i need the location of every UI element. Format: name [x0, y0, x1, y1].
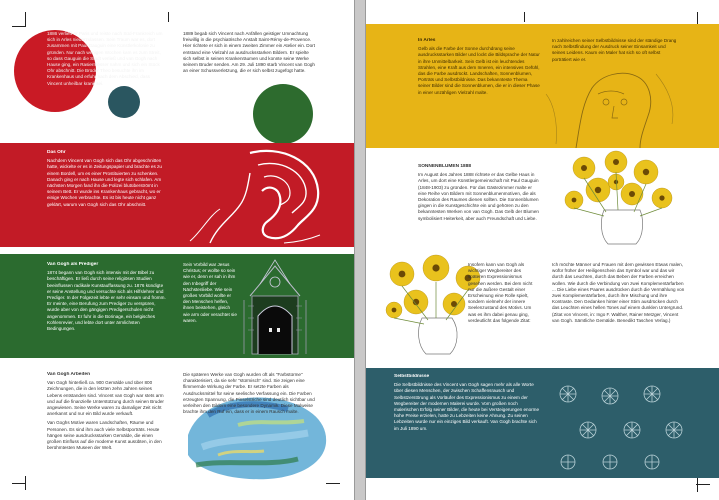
- intro-paragraph: 1886 verließ er Paris und reiste nach Süd-Frankreich um sich in Arles niederzulassen. Sein Traum war es, dort zusammen mit Paul Gauguin eine Künstlerkolonie zu gründen. Nur nach wenigen Wochen kam es zum Streit, so dass Gauguin die Stadt verließ und van Gogh nach Hause ging, ein Rasiermesser nahm und sich ein Stück Ohr abschnitt. Die Brüder Theo besuchte ihn im Krankenhaus und erfuhr nach dem Abschied, dass Vincent unheilbar krank sei.: [47, 31, 163, 86]
- preacher-quote-paragraph: Sein Vorbild war Jesus Christus; er wollte so sein wie er, denn er sah in ihm den Inbegriff der Nächstenliebe. Wie sein großes Vorbild wollte er den Menschen helfen, ihnen beistehen, gleich wie arm oder verachtet sie waren.: [183, 262, 237, 323]
- crop-mark: [25, 476, 26, 490]
- ear-text: [47, 150, 167, 244]
- preacher-paragraph: 1874 begann van Gogh sich intensiv mit der Bibel zu beschäftigen. Er ließ durch seine religiösen Studien beeinflussen radikale Kunstauffassung zu. 1876 kündigte er seine Anstellung und versuchte sich als Hilfslehrer und Prediger. In der Folgezeit lebte er sehr einsam und fromm. Er meinte, eine Berufung zum Prediger zu verspüren, wurde aber von den gängigen Predigerschulen nicht angenommen. Er fuhr in die Borinage, ein belgisches Kohlenrevier, und lebte dort unter ärmlichsten Bedingungen.: [47, 270, 166, 332]
- crop-mark: [12, 26, 26, 27]
- arles-text-col1: [418, 38, 540, 146]
- crop-mark: [12, 483, 26, 484]
- self-portrait-text: [394, 374, 540, 474]
- works-text-col2: [183, 372, 321, 432]
- ear-heading: Das Ohr: [47, 150, 66, 155]
- colour-text-col1: [468, 262, 538, 358]
- preacher-quote: [183, 262, 237, 356]
- colour-paragraph: Insofern kann van Gogh als wichtiger Wegbereiter des späteren Expressionismus gesehen werden. Bei dem nicht nur die äußere Gestalt einer Erscheinung eine Rolle spielt, sondern vielmehr der innere Seelenzustand des Motivs. Um was es ihm dabei genau ging, verdeutlicht das folgende Zitat:: [468, 262, 533, 323]
- self-portrait-sketch-icon: [536, 64, 696, 148]
- intro-text-col2: [183, 31, 318, 101]
- sunflowers-text: [418, 164, 540, 254]
- works-paragraph: Van Goghs Motive waren Landschaften, Räume und Personen. Es sind ihm auch viele Selbstporträts. Heute hängen seine ausdrucksstarken Gemälde, die einen großen Einfluss auf die moderne Kunst ausübten, in den berühmtesten Museen der Welt.: [47, 420, 162, 451]
- works-paragraph: Die späteren Werke van Gogh wurden oft als "Farbstürme" charakterisiert, da sie sehr "stürmisch" sind. Sie zeigen eine flimmernde Wirkung der Farbe. Er setzte Farben als Ausdrucksmittel für seine seelische Verfassung ein. Die Farben erzeugten Spannung, die Pinselstriche sind deutlich sichtbar und verleihen den Bildern eine besondere Dynamik. Diese Malweise brachte ihm den Ruf ein, dass er in einem Rausch malte.: [183, 372, 315, 415]
- ear-section: [0, 143, 354, 247]
- intro-text-col1: [47, 31, 163, 101]
- crop-mark: [168, 12, 169, 22]
- colour-text-col2: [552, 262, 686, 358]
- works-heading: Van Gogh Arbeiten: [47, 372, 90, 377]
- arles-heading: In Arles: [418, 38, 436, 43]
- sunflowers-paragraph: Im August des Jahres 1888 richtete er das Gelbe Haus in Arles, um dort eine Künstlergemeinschaft mit Paul Gauguin (1848-1903) zu gründen. Für das Gästezimmer malte er eine Reihe von Bildern mit Sonnenblumenmotiven, die als Dekoration des Raumes dienen sollten. Die Sonnenblumen gingen in die Kunstgeschichte ein und gehören zu den bekanntesten Werken von van Gogh. Das Gelb der Blumen symbolisiert Heiterkeit, aber auch Freundschaft und Liebe.: [418, 172, 539, 221]
- ear-drawing-icon: [180, 145, 330, 245]
- colour-quote-paragraph: Ich möchte Männer und Frauen mit dem gewissen Etwas malen, wofür früher der Heiligenschein das Symbol war und das wir durch das Leuchten, durch das Beben der Farben erreichen wollen. Wie durch die Verbindung von zwei Komplementärfarben ... Die Liebe eines Paares ausdrücken durch die Vermählung von zwei Komplementärfarben, durch ihre Mischung und ihre Kontraste. Den Gedanken hinter einer Stirn ausdrücken durch das Leuchten eines hellen Tones auf einem dunklen Untergrund. (Zitat von Vincent, in: Ingo F. Walther, Rainer Metzger, Vincent van Gogh. Sämtliche Gemälde. Benedikt Taschen Verlag.): [552, 262, 685, 323]
- flower-sketch-pattern-icon: [548, 374, 698, 474]
- arles-paragraph: Gelb als die Farbe der Sonne durchdrang seine ausdrucksstarken Bilder und lockt die Bildsprache der Natur in ihre Unmittelbarkeit. Sein Gelb ist ein leuchtendes Strahlen, eine Kraft aus dem Inneren, ein intensives Gefühl, das die Farbe ausdrückt. Landschaften, Sonnenblumen, Porträts und Selbstbildnisse. Das bekannteste Thema seiner Bilder sind die Sonnenblumen, die er in dieser Phase in einer unzähligen Vielzahl malte.: [418, 46, 540, 95]
- crop-mark: [697, 478, 698, 492]
- arles-section: [366, 24, 719, 148]
- ear-paragraph: Nachdem Vincent van Gogh sich das Ohr abgeschnitten hatte, wickelte er es in Zeitungspapier und brachte es zu einem Bordell, um es einer Prostituierten zu schenken. Danach ging er nach Hause und legte sich schlafen. Am nächsten Morgen fand ihn die Polizei blutüberströmt in seinem Bett. Er wurde ins Krankenhaus gebracht, wo er einige Wochen verbrachte. Es ist bis heute nicht ganz geklärt, warum van Gogh sich das Ohr abschnitt.: [47, 158, 162, 207]
- sunflowers-heading: SONNENBLUMEN 1888: [418, 164, 472, 169]
- arles-paragraph: In zahlreichen seiner Selbstbildnisse sind der ständige Drang nach Selbstfindung der Ausdruck seiner Einsamkeit und seines Leidens. Kaum ein Maler hat sich so oft selbst porträtiert wie er.: [552, 38, 677, 62]
- preacher-text: [47, 262, 167, 356]
- crop-mark: [524, 12, 525, 22]
- works-paragraph: Van Gogh hinterließ ca. 900 Gemälde und über 800 Zeichnungen, die in den letzten zehn Jahren seines Lebens entstanden sind. Vincent van Gogh war stets arm und auf die finanzielle Unterstützung durch seinen Bruder angewiesen. Seine Werke waren zu damaliger Zeit nicht anerkannt und nur ein Bild wurde verkauft.: [47, 380, 164, 417]
- self-portrait-heading: Selbstbildnisse: [394, 374, 430, 379]
- preacher-heading: Van Gogh als Prediger: [47, 262, 99, 267]
- church-door-drawing-icon: [240, 256, 310, 356]
- intro-paragraph: 1889 begab sich Vincent nach Anfällen geistiger Umnachtung freiwillig in die psychiatrische Anstalt Saint-Rémy-de-Provence. Hier richtete er sich in einem zweiten Zimmer ein Atelier ein. Dort entstand eine Vielzahl an ausdrucksstarken Bildern. Er spielte sich selbst in seinen Krankenräumen und konnte seine Werke seinem Bruder senden. Am 29. Juli 1890 starb Vincent van Gogh an einer Schussverletzung, die er sich selbst zugefügt hatte.: [183, 31, 315, 74]
- left-page: [0, 0, 354, 500]
- book-spine: [354, 0, 366, 500]
- self-portrait-section: [366, 368, 719, 478]
- crop-mark: [25, 12, 26, 26]
- crop-mark: [696, 484, 710, 485]
- preacher-section: [0, 254, 354, 358]
- works-text-col1: [47, 372, 167, 480]
- self-portrait-paragraph: Die Selbstbildnisse des Vincent van Gogh sagen mehr als alle Worte über diesen Menschen, der zwischen Schaffensrausch und Selbstzerstörung als Vorläufer des Expressionismus zu einem der Wegbereiter der modernen Malerei wurde. Vom großen noch malerischen Erfolg seiner Bilder, die heute bei Versteigerungen enorme hohe Preise erzielen, hatte zu Lebzeiten keine Ahnung. Zu seinen Lebzeiten wurde nur ein einziges Bild verkauft. Van Gogh brachte sich im Juli 1890 um.: [394, 382, 540, 431]
- right-page: [366, 0, 719, 500]
- sunflowers-drawing-icon: [544, 150, 684, 246]
